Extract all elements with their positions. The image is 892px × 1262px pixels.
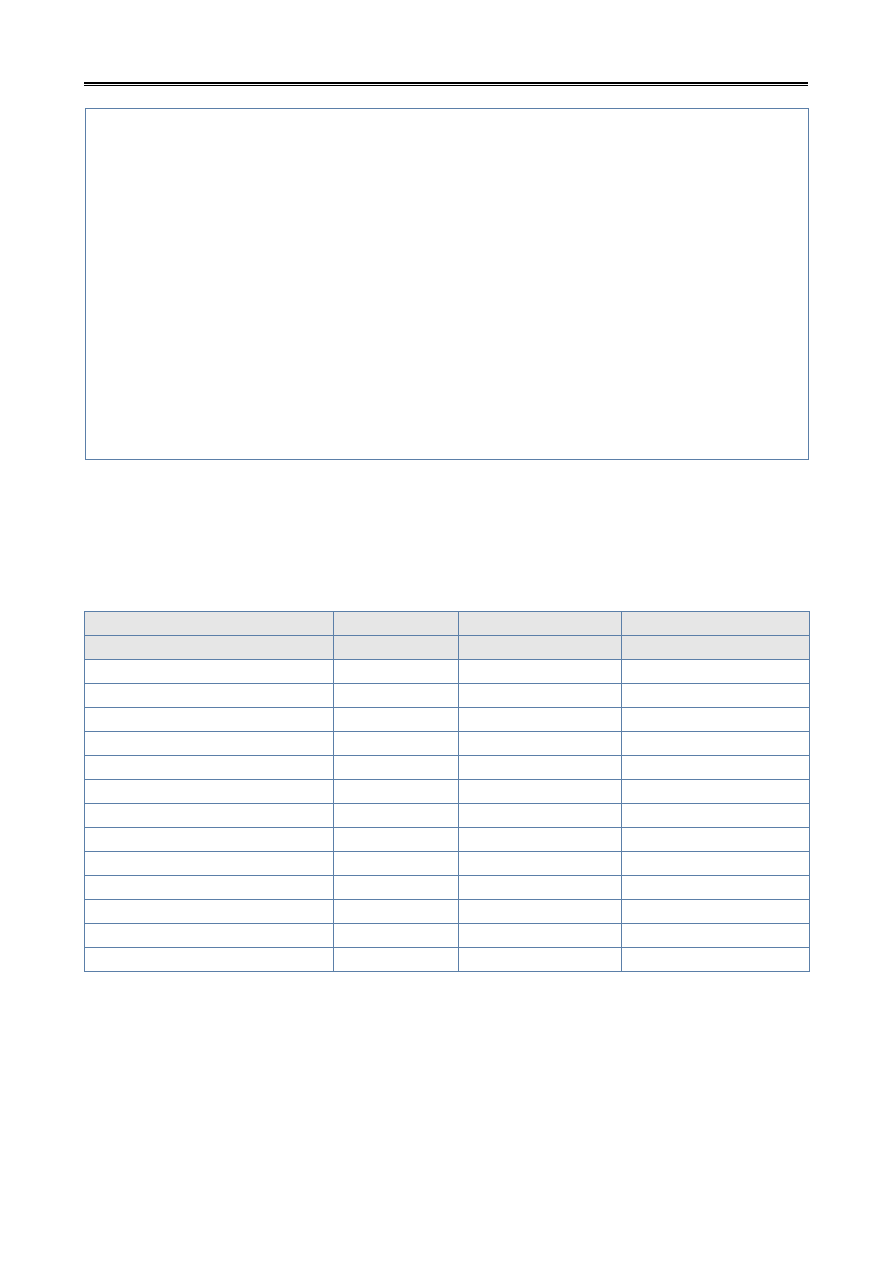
row-value-2022: [622, 756, 810, 780]
row-note: [334, 684, 459, 708]
row-value-2023: [459, 756, 622, 780]
table-row: [85, 756, 810, 780]
row-value-2023: [459, 948, 622, 972]
table-row: [85, 660, 810, 684]
table-cell: [334, 636, 459, 660]
row-value-2023: [459, 804, 622, 828]
row-value-2022: [622, 780, 810, 804]
row-note: [334, 708, 459, 732]
row-value-2023: [459, 900, 622, 924]
table-row: [85, 852, 810, 876]
row-value-2023: [459, 828, 622, 852]
row-item-label: [85, 708, 334, 732]
row-value-2023: [459, 732, 622, 756]
row-value-2022: [622, 828, 810, 852]
table-row: [85, 828, 810, 852]
row-item-label: [85, 924, 334, 948]
table-row: [85, 804, 810, 828]
row-item-label: [85, 804, 334, 828]
row-value-2022: [622, 852, 810, 876]
group-label-current-assets: [85, 636, 334, 660]
row-value-2022: [622, 804, 810, 828]
row-note: [334, 900, 459, 924]
row-item-label: [85, 828, 334, 852]
table-header-row: [85, 612, 810, 636]
row-value-2022: [622, 708, 810, 732]
column-header-2023: [459, 612, 622, 636]
column-header-note: [334, 612, 459, 636]
row-note: [334, 732, 459, 756]
row-value-2023: [459, 708, 622, 732]
row-item-label: [85, 900, 334, 924]
balance-sheet-table: [84, 611, 810, 972]
row-value-2022: [622, 660, 810, 684]
row-item-label: [85, 684, 334, 708]
row-item-label: [85, 756, 334, 780]
row-value-2022: [622, 876, 810, 900]
row-value-2023: [459, 660, 622, 684]
row-item-label: [85, 732, 334, 756]
header-rule-thin: [84, 85, 808, 86]
row-value-2022: [622, 948, 810, 972]
row-note: [334, 804, 459, 828]
table-row: [85, 780, 810, 804]
row-value-2022: [622, 684, 810, 708]
row-value-2022: [622, 900, 810, 924]
row-item-label: [85, 660, 334, 684]
row-note: [334, 780, 459, 804]
row-value-2022: [622, 732, 810, 756]
row-item-label: [85, 780, 334, 804]
header-rule: [84, 82, 808, 84]
row-item-label: [85, 876, 334, 900]
row-note: [334, 924, 459, 948]
row-value-2023: [459, 876, 622, 900]
column-header-item: [85, 612, 334, 636]
table-cell: [622, 636, 810, 660]
row-value-2023: [459, 852, 622, 876]
table-row: [85, 708, 810, 732]
column-header-2022: [622, 612, 810, 636]
table-cell: [459, 636, 622, 660]
row-value-2023: [459, 924, 622, 948]
row-value-2022: [622, 924, 810, 948]
row-value-2023: [459, 684, 622, 708]
row-note: [334, 660, 459, 684]
auditor-report-box: [85, 108, 809, 460]
table-row: [85, 684, 810, 708]
row-note: [334, 828, 459, 852]
table-group-row: [85, 636, 810, 660]
table-row: [85, 900, 810, 924]
row-note: [334, 948, 459, 972]
row-item-label: [85, 852, 334, 876]
row-note: [334, 756, 459, 780]
row-item-label: [85, 948, 334, 972]
row-value-2023: [459, 780, 622, 804]
table-row: [85, 948, 810, 972]
table-row: [85, 876, 810, 900]
table-row: [85, 924, 810, 948]
row-note: [334, 852, 459, 876]
table-row: [85, 732, 810, 756]
row-note: [334, 876, 459, 900]
